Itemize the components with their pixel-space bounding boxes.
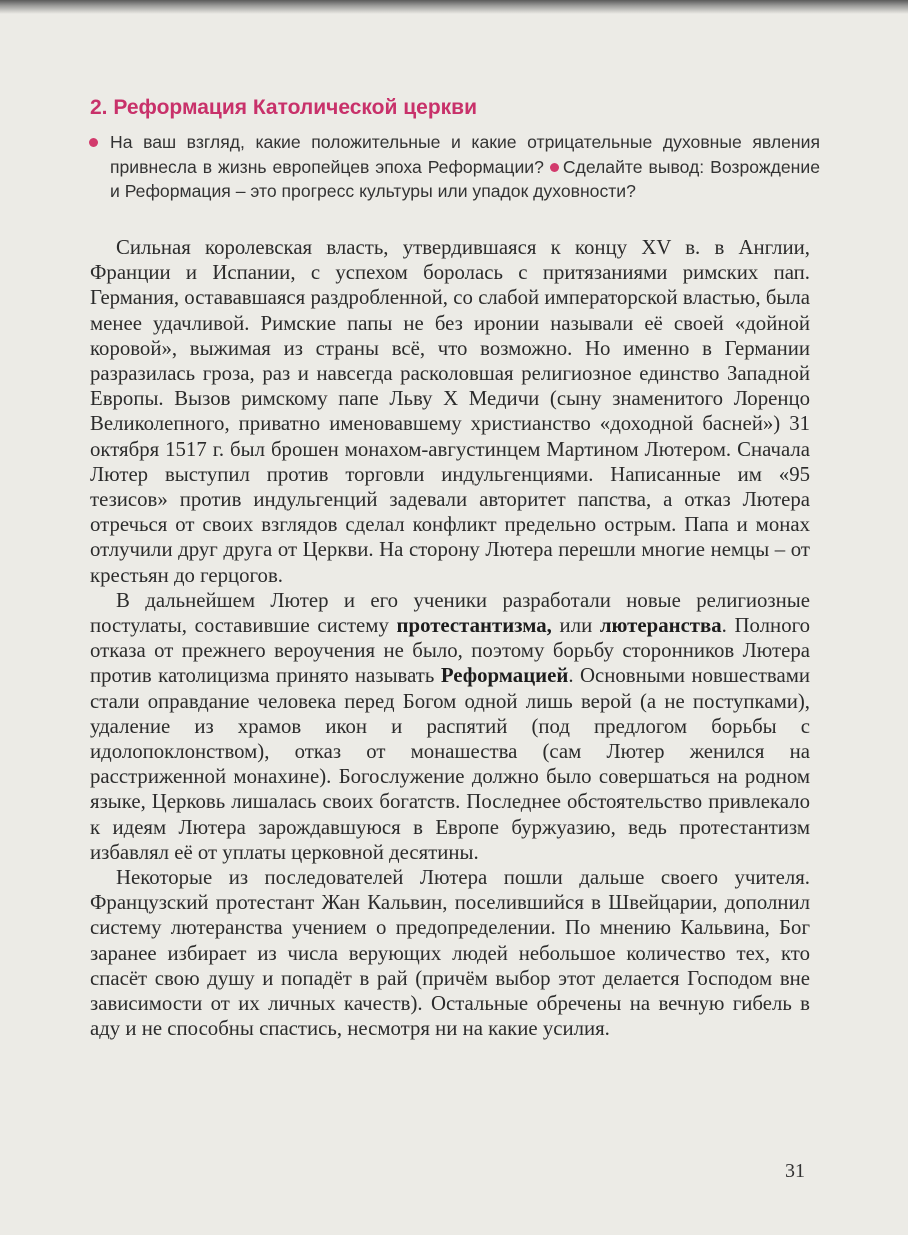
question-1: На ваш взгляд, какие положительные и какие отрицательные духовные явления привнесла в жизнь европейцев эпоха Реформации? [110,132,820,177]
bullet-icon [89,138,98,147]
paragraph-3: Некоторые из последователей Лютера пошли дальше своего учителя. Французский протестант Жан Кальвин, поселившийся в Швейцарии, дополнил систему лютеранства учением о предопределении. По мнению Кальвина, Бог заранее избирает из числа верующих людей небольшое количество тех, кто спасёт свою душу и попадёт в рай (причём выбор этот делается Господом вне зависимости от их личных качеств). Остальные обречены на вечную гибель в аду и не способны спастись, несмотря ни на какие усилия. [90,866,810,1041]
bullet-icon [550,163,559,172]
paragraph-2 [90,588,810,865]
term-lutheranism: лютеранства [599,614,722,638]
paragraph-2-part-b: или [551,614,600,638]
term-reformation: Реформацией [440,664,569,688]
page-number: 31 [785,1160,805,1182]
paragraph-2-part-c: . Полного отказа от прежнего вероучения не было, поэтому борьбу сторонников Лютера против католицизма принято называть [90,614,810,688]
main-text [90,235,810,1042]
term-protestantism: протестантизма, [396,614,552,638]
question-2: Сделайте вывод: Возрождение и Реформация – это прогресс культуры или упадок духовности? [110,156,821,201]
paragraph-2-part-d: . Основными новшествами стали оправдание человека перед Богом одной лишь верой (а не поступками), удаление из храмов икон и распятий (под предлогом борьбы с идолопоклонством), отказ от монашества (сам Лютер женился на расстриженной монахине). Богослужение должно было совершаться на родном языке, Церковь лишалась своих богатств. Последнее обстоятельство привлекало к идеям Лютера зарождавшуюся в Европе буржуазию, ведь протестантизм избавлял её от уплаты церковной десятины. [90,664,810,864]
section-heading: 2. Реформация Католической церкви [90,96,477,119]
review-questions [110,130,820,204]
paragraph-1: Сильная королевская власть, утвердившаяся к концу XV в. в Англии, Франции и Испании, с успехом боролась с притязаниями римских пап. Германия, остававшаяся раздробленной, со слабой императорской властью, была менее удачливой. Римские папы не без иронии называли её своей «дойной коровой», выжимая из страны всё, что возможно. Но именно в Германии разразилась гроза, раз и навсегда расколовшая религиозное единство Западной Европы. Вызов римскому папе Льву X Медичи (сыну знаменитого Лоренцо Великолепного, приватно именовавшему христианство «доходной басней») 31 октября 1517 г. был брошен монахом-августинцем Мартином Лютером. Сначала Лютер выступил против торговли индульгенциями. Написанные им «95 тезисов» против индульгенций задевали авторитет папства, а отказ Лютера отречься от своих взглядов сделал конфликт предельно острым. Папа и монах отлучили друг друга от Церкви. На сторону Лютера перешли многие немцы – от крестьян до герцогов. [90,236,810,587]
paragraph-2-part-a: В дальнейшем Лютер и его ученики разработали новые религиозные постулаты, составившие систему [90,588,810,638]
